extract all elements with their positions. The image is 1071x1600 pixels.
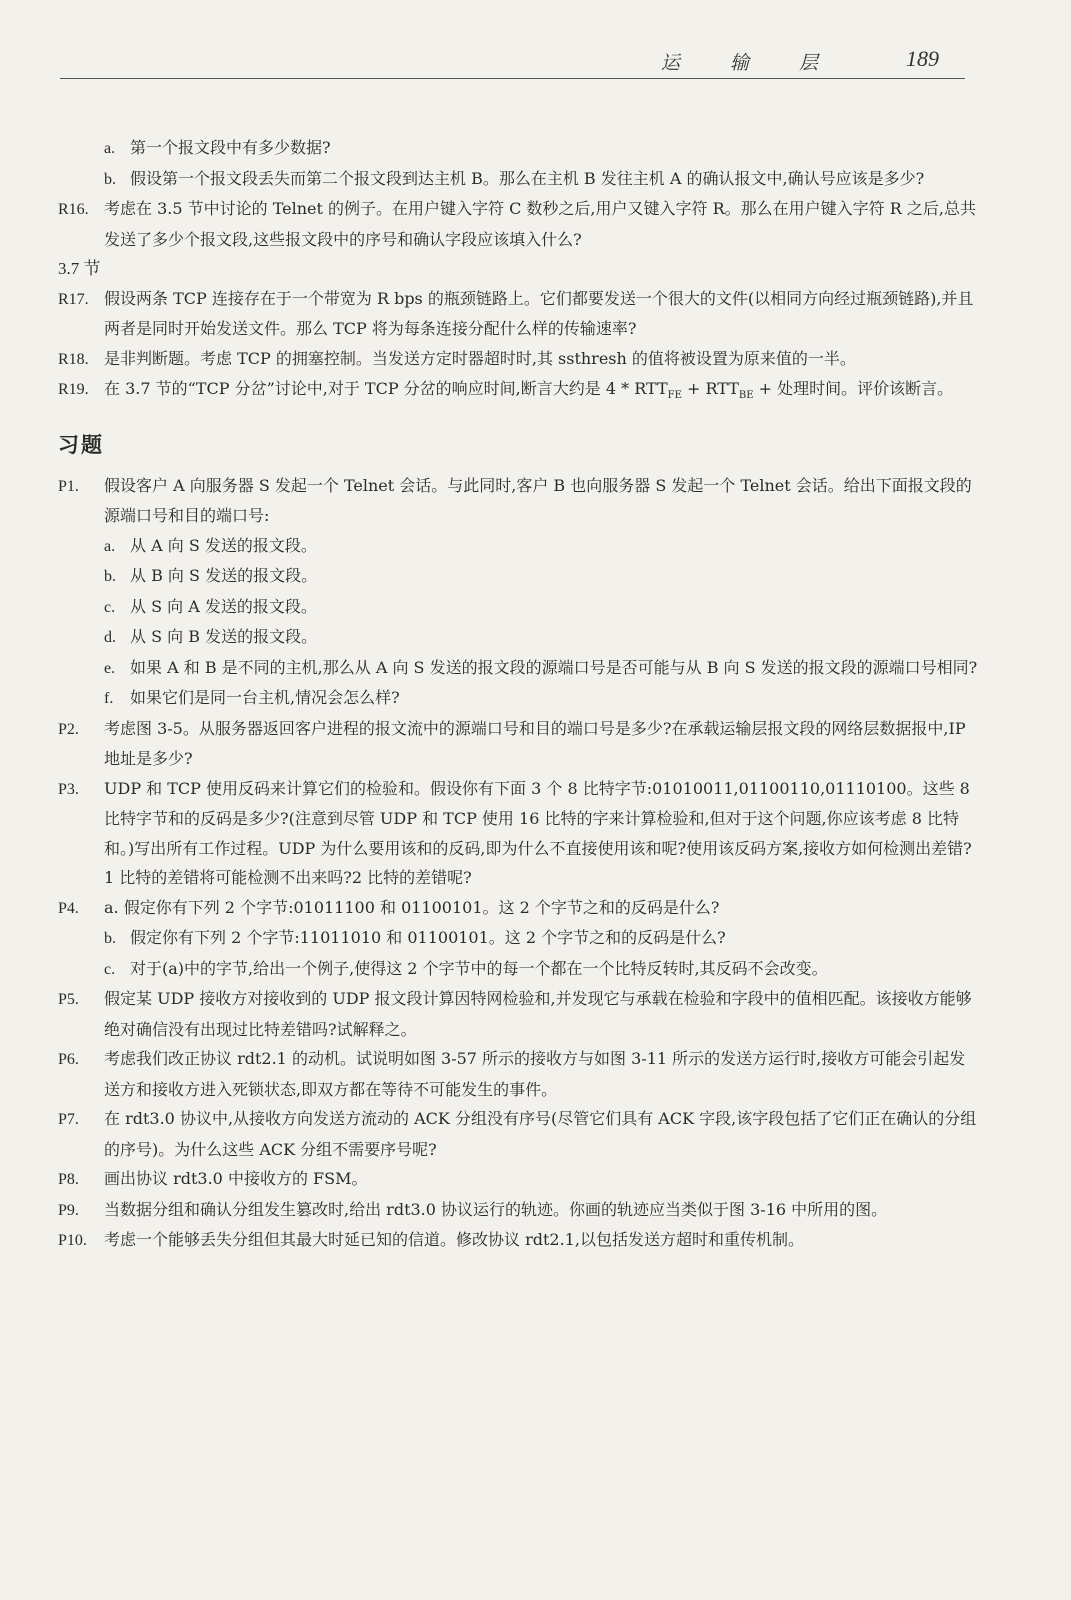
problem-p1-e: e. 如果 A 和 B 是不同的主机,那么从 A 向 S 发送的报文段的源端口号是否可能与从 B 向 S 发送的报文段的源端口号相同? xyxy=(104,657,978,677)
problem-p4-b: b. 假定你有下列 2 个字节:11011010 和 01100101。这 2 个字节之和的反码是什么? xyxy=(104,928,726,948)
problem-p1-c: c. 从 S 向 A 发送的报文段。 xyxy=(104,596,317,616)
question-r17: R17. 假设两条 TCP 连接存在于一个带宽为 R bps 的瓶颈链路上。它们都要发送一个很大的文件(以相同方向经过瓶颈链路),并且两者是同时开始发送文件。那么 TCP 将为每条连接分配什么样的传输速率? xyxy=(58,288,974,338)
problem-p4: P4. a. 假定你有下列 2 个字节:01011100 和 01100101。这 2 个字节之和的反码是什么? xyxy=(58,897,720,917)
problem-p1-b: b. 从 B 向 S 发送的报文段。 xyxy=(104,566,318,586)
problem-p1-a: a. 从 A 向 S 发送的报文段。 xyxy=(104,535,317,555)
page-number: 189 xyxy=(906,46,939,71)
question-r18: R18. 是非判断题。考虑 TCP 的拥塞控制。当发送方定时器超时时,其 ssthresh 的值将被设置为原来值的一半。 xyxy=(58,348,856,368)
problem-p1: P1. 假设客户 A 向服务器 S 发起一个 Telnet 会话。与此同时,客户 B 也向服务器 S 发起一个 Telnet 会话。给出下面报文段的源端口号和目的端口号: xyxy=(58,475,972,526)
running-header xyxy=(60,42,965,79)
problem-p1-d: d. 从 S 向 B 发送的报文段。 xyxy=(104,627,318,647)
chapter-title: 运 输 层 xyxy=(660,52,840,74)
problem-p6: P6. 考虑我们改正协议 rdt2.1 的动机。试说明如图 3-57 所示的接收方与如图 3-11 所示的发送方运行时,接收方可能会引起发送方和接收方进入死锁状态,即双方都在等待不可能发生的事件。 xyxy=(58,1049,966,1099)
problem-p4-c: c. 对于(a)中的字节,给出一个例子,使得这 2 个字节中的每一个都在一个比特反转时,其反码不会改变。 xyxy=(104,958,828,978)
problem-p9: P9. 当数据分组和确认分组发生篡改时,给出 rdt3.0 协议运行的轨迹。你画的轨迹应当类似于图 3-16 中所用的图。 xyxy=(58,1199,888,1219)
problem-p2: P2. 考虑图 3-5。从服务器返回客户进程的报文流中的源端口号和目的端口号是多少?在承载运输层报文段的网络层数据报中,IP 地址是多少? xyxy=(58,718,966,769)
problem-p8: P8. 画出协议 rdt3.0 中接收方的 FSM。 xyxy=(58,1169,368,1189)
question-sub-a: a. 第一个报文段中有多少数据? xyxy=(104,138,331,157)
page-content xyxy=(58,133,980,1256)
problems-heading: 习题 xyxy=(58,431,104,457)
question-sub-b: b. 假设第一个报文段丢失而第二个报文段到达主机 B。那么在主机 B 发往主机 A 的确认报文中,确认号应该是多少? xyxy=(104,168,925,188)
question-r16: R16. 考虑在 3.5 节中讨论的 Telnet 的例子。在用户键入字符 C 数秒之后,用户又键入字符 R。那么在用户键入字符 R 之后,总共发送了多少个报文段,这些报文段中的序号和确认字段应该填入什么? xyxy=(58,199,976,249)
problem-p7: P7. 在 rdt3.0 协议中,从接收方向发送方流动的 ACK 分组没有序号(尽管它们具有 ACK 字段,该字段包括了它们正在确认的分组的序号)。为什么这些 ACK 分组不需要序号呢? xyxy=(58,1109,977,1159)
problem-p5: P5. 假定某 UDP 接收方对接收到的 UDP 报文段计算因特网检验和,并发现它与承载在检验和字段中的值相匹配。该接收方能够绝对确信没有出现过比特差错吗?试解释之。 xyxy=(58,989,972,1039)
problem-p3: P3. UDP 和 TCP 使用反码来计算它们的检验和。假设你有下面 3 个 8 比特字节:01010011,01100110,01110100。这些 8 比特字节和的反码是多少?(注意到尽管 UDP 和 TCP 使用 16 比特的字来计算检验和,但对于这个问题,你应该考虑 8 比特和。)写出所有工作过程。UDP 为什么要用该和的反码,即为什么不直接使用该和呢?使用该反码方案,接收方如何检测出差错?1 比特的差错将可能检测不出来吗?2 比特的差错呢? xyxy=(58,778,972,888)
question-r19: R19. 在 3.7 节的“TCP 分岔”讨论中,对于 TCP 分岔的响应时间,断言大约是 $4 * RTT_{FE} + RTT_{BE}$ + 处理时间。评价该断言。 xyxy=(58,379,954,402)
problem-p1-f: f. 如果它们是同一台主机,情况会怎么样? xyxy=(104,688,400,708)
section-label: 3.7 节 xyxy=(58,259,101,278)
problem-p10: P10. 考虑一个能够丢失分组但其最大时延已知的信道。修改协议 rdt2.1,以包括发送方超时和重传机制。 xyxy=(58,1230,804,1250)
